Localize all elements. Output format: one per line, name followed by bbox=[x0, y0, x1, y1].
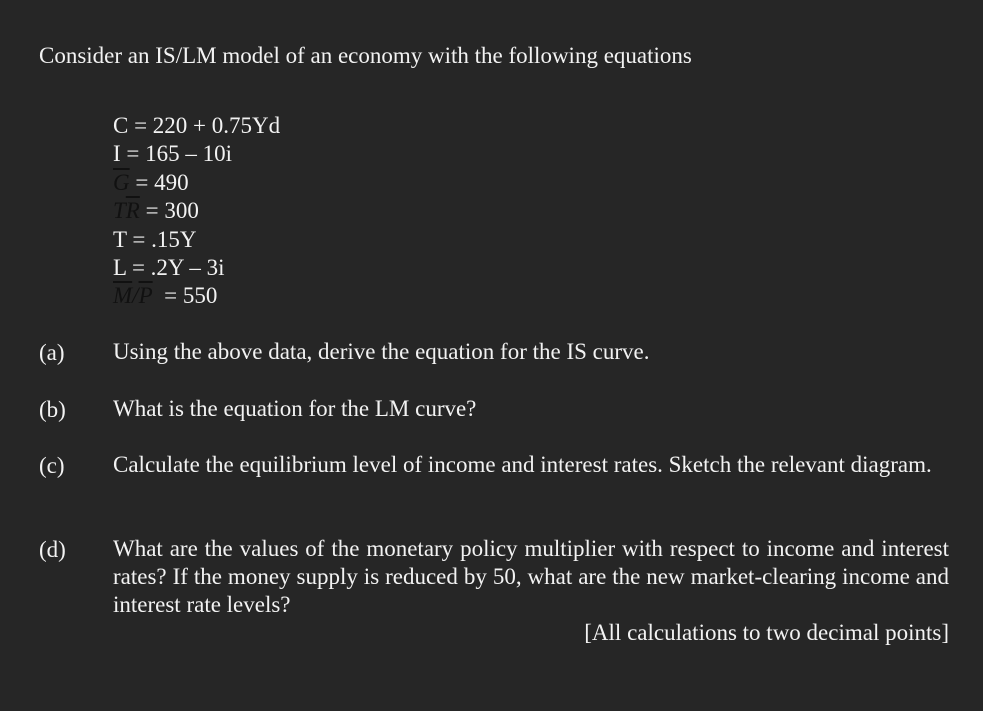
m-symbol: $\overline{M}$ bbox=[113, 283, 133, 308]
equation-tax: T = .15Y bbox=[113, 227, 197, 252]
equation-consumption: C = 220 + 0.75Yd bbox=[113, 113, 281, 138]
equation-money-demand: L = .2Y – 3i bbox=[113, 255, 225, 280]
question-b-label: (b) bbox=[39, 397, 66, 422]
mp-value: = 550 bbox=[164, 283, 218, 308]
equation-money-supply bbox=[113, 282, 217, 310]
slash: / bbox=[132, 283, 139, 308]
question-d-label: (d) bbox=[39, 537, 66, 562]
question-a-label: (a) bbox=[39, 340, 65, 365]
tr-symbol-r: $\overline{R}$ bbox=[125, 198, 140, 223]
question-d-text: What are the values of the monetary policy multiplier with respect to income and interest rates? If the money supply is reduced by 50, what are the new market-clearing income and interest rate levels? bbox=[113, 536, 949, 617]
equation-transfers bbox=[113, 197, 199, 225]
question-c-text: Calculate the equilibrium level of income and interest rates. Sketch the relevant diagram. bbox=[113, 452, 932, 477]
p-symbol: $\overline{P}$ bbox=[138, 283, 153, 308]
g-value: = 490 bbox=[135, 170, 189, 195]
tr-symbol-t: T bbox=[113, 198, 126, 223]
equation-investment: I = 165 – 10i bbox=[113, 141, 233, 166]
question-a-text: Using the above data, derive the equation for the IS curve. bbox=[113, 339, 650, 364]
equation-government bbox=[113, 169, 189, 197]
tr-value: = 300 bbox=[145, 198, 199, 223]
question-b-text: What is the equation for the LM curve? bbox=[113, 396, 477, 421]
g-symbol: $\overline{G}$ bbox=[113, 170, 130, 195]
question-c-label: (c) bbox=[39, 453, 65, 478]
intro-text: Consider an IS/LM model of an economy with the following equations bbox=[39, 43, 692, 68]
calculation-note: [All calculations to two decimal points] bbox=[584, 620, 949, 645]
